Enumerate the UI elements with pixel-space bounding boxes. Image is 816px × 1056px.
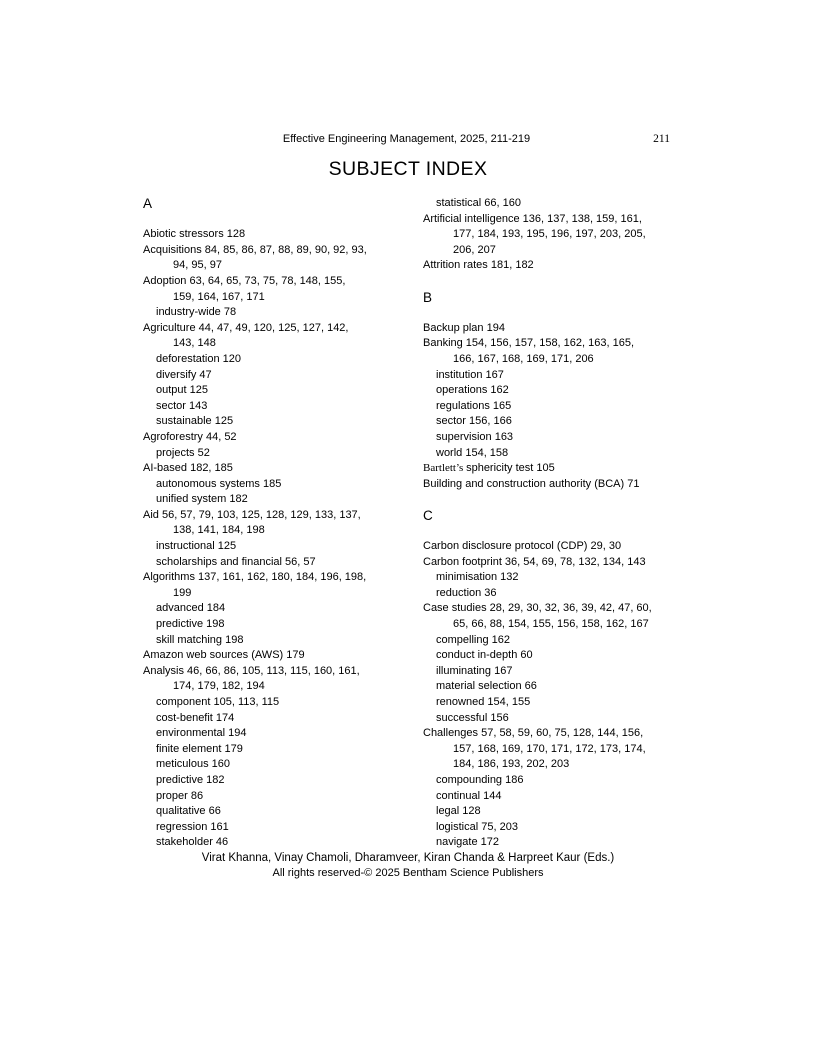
index-line	[423, 461, 703, 477]
index-line: 138, 141, 184, 198	[173, 524, 265, 537]
index-line: 174, 179, 182, 194	[173, 680, 265, 693]
index-line: stakeholder 46	[156, 836, 229, 849]
index-line: Acquisitions 84, 85, 86, 87, 88, 89, 90, 92, 93,	[143, 243, 367, 256]
index-columns	[143, 196, 703, 851]
index-line: Carbon footprint 36, 54, 69, 78, 132, 134, 143	[423, 555, 646, 568]
index-line: Adoption 63, 64, 65, 73, 75, 78, 148, 155,	[143, 274, 346, 287]
index-line: regulations 165	[436, 399, 512, 412]
index-line: reduction 36	[436, 586, 497, 599]
index-line: material selection 66	[436, 680, 537, 693]
section-heading: A	[143, 196, 153, 211]
index-line: Artificial intelligence 136, 137, 138, 159, 161,	[423, 212, 642, 225]
index-line-segment: sphericity test 105	[466, 462, 555, 475]
index-line: component 105, 113, 115	[156, 696, 280, 708]
page-title: SUBJECT INDEX	[328, 158, 488, 180]
index-line: compelling 162	[436, 633, 510, 646]
page-header	[143, 132, 670, 148]
index-line: sector 156, 166	[436, 415, 512, 428]
index-line: Carbon disclosure protocol (CDP) 29, 30	[423, 540, 622, 553]
index-line: Challenges 57, 58, 59, 60, 75, 128, 144, 156,	[423, 727, 644, 740]
index-line: cost-benefit 174	[156, 711, 235, 724]
index-line: Abiotic stressors 128	[143, 228, 246, 241]
index-line: output 125	[156, 384, 208, 397]
index-line: logistical 75, 203	[436, 820, 518, 833]
index-line: Backup plan 194	[423, 321, 505, 334]
running-title: Effective Engineering Management, 2025, 211-219	[282, 133, 531, 145]
index-line: 177, 184, 193, 195, 196, 197, 203, 205,	[453, 228, 646, 241]
index-line: Amazon web sources (AWS) 179	[143, 649, 305, 662]
index-line: illuminating 167	[436, 664, 513, 677]
index-line: Agroforestry 44, 52	[143, 430, 237, 443]
index-line: skill matching 198	[156, 633, 244, 646]
index-line: navigate 172	[436, 836, 499, 849]
index-line: Aid 56, 57, 79, 103, 125, 128, 129, 133, 137,	[143, 508, 361, 521]
index-line: Agriculture 44, 47, 49, 120, 125, 127, 142,	[143, 321, 349, 334]
index-line: proper 86	[156, 789, 204, 802]
page-footer	[0, 851, 816, 880]
page-number: 211	[653, 133, 670, 145]
index-line: deforestation 120	[156, 352, 242, 365]
index-line: projects 52	[156, 446, 210, 459]
index-line: qualitative 66	[156, 805, 221, 818]
index-line: 166, 167, 168, 169, 171, 206	[453, 352, 594, 365]
index-line: statistical 66, 160	[436, 197, 521, 209]
index-line: 206, 207	[453, 243, 496, 256]
index-line: 94, 95, 97	[173, 259, 222, 272]
index-line-segment: Bartlett’s	[423, 462, 467, 475]
index-line: conduct in-depth 60	[436, 649, 533, 662]
index-line: sustainable 125	[156, 415, 234, 428]
index-line: 159, 164, 167, 171	[173, 290, 265, 303]
index-line: diversify 47	[156, 368, 212, 381]
index-line: operations 162	[436, 384, 509, 397]
index-line: AI-based 182, 185	[143, 462, 233, 475]
index-line: industry-wide 78	[156, 306, 237, 319]
index-line: 143, 148	[173, 337, 216, 350]
index-line: world 154, 158	[436, 446, 509, 459]
index-line: continual 144	[436, 789, 502, 802]
index-line: 184, 186, 193, 202, 203	[453, 758, 570, 771]
index-line: renowned 154, 155	[436, 696, 531, 708]
index-line: autonomous systems 185	[156, 477, 282, 490]
index-line: supervision 163	[436, 430, 514, 443]
index-line: predictive 198	[156, 618, 225, 631]
index-line: predictive 182	[156, 773, 225, 786]
section-heading: C	[423, 507, 433, 523]
index-line: Banking 154, 156, 157, 158, 162, 163, 165,	[423, 337, 635, 350]
index-line: instructional 125	[156, 540, 237, 553]
index-line: 199	[173, 586, 192, 599]
index-line: compounding 186	[436, 773, 524, 786]
index-line: institution 167	[436, 368, 504, 381]
index-line: unified system 182	[156, 493, 248, 506]
index-line: meticulous 160	[156, 758, 230, 771]
index-line: Building and construction authority (BCA) 71	[423, 477, 640, 490]
index-column-right	[423, 196, 703, 851]
index-line: sector 143	[156, 399, 208, 412]
index-line: regression 161	[156, 820, 229, 833]
index-line: 65, 66, 88, 154, 155, 156, 158, 162, 167	[453, 618, 649, 631]
index-line: finite element 179	[156, 742, 243, 755]
index-line: minimisation 132	[436, 571, 519, 584]
footer-rights: All rights reserved-© 2025 Bentham Science Publishers	[272, 866, 544, 879]
index-line: Case studies 28, 29, 30, 32, 36, 39, 42, 47, 60,	[423, 602, 652, 615]
index-line: 157, 168, 169, 170, 171, 172, 173, 174,	[453, 742, 646, 755]
index-column-left	[143, 196, 423, 851]
index-line: legal 128	[436, 805, 481, 818]
index-line: successful 156	[436, 711, 509, 724]
index-line: Algorithms 137, 161, 162, 180, 184, 196, 198,	[143, 571, 367, 584]
footer-editors: Virat Khanna, Vinay Chamoli, Dharamveer, Kiran Chanda & Harpreet Kaur (Eds.)	[201, 852, 615, 864]
section-heading: B	[423, 289, 433, 305]
index-line: Analysis 46, 66, 86, 105, 113, 115, 160, 161,	[143, 664, 360, 677]
index-line: Attrition rates 181, 182	[423, 259, 534, 272]
index-line: environmental 194	[156, 727, 247, 740]
index-line: advanced 184	[156, 602, 226, 615]
index-line: scholarships and financial 56, 57	[156, 555, 316, 568]
